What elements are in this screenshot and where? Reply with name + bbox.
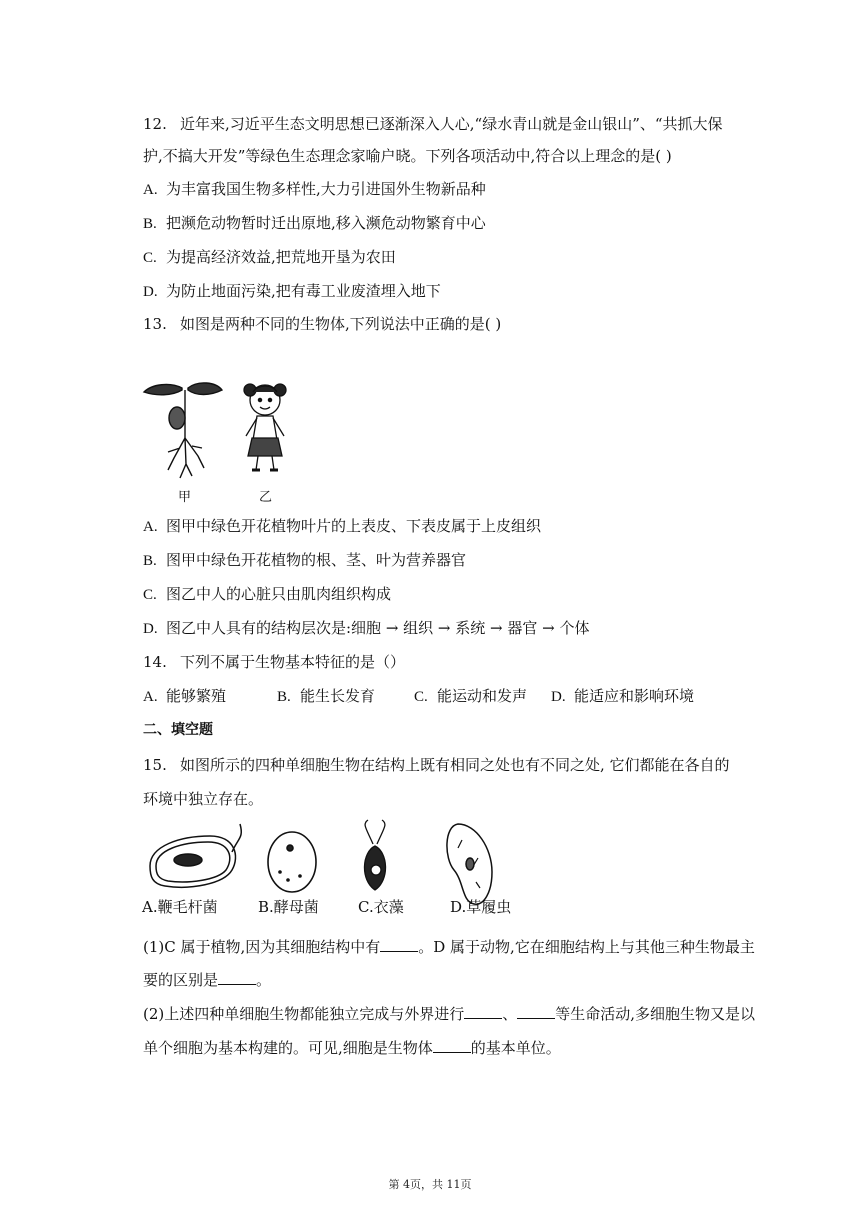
- q15-figure-label-d: D.草履虫: [450, 898, 512, 916]
- q12-option-d-text: 为防止地面污染,把有毒工业废渣埋入地下: [166, 282, 441, 300]
- q15-sub2-text-c: 等生命活动,多细胞生物又是以: [555, 1005, 756, 1023]
- q12-option-c: [143, 247, 396, 268]
- q15-figure-label-b: B.酵母菌: [258, 898, 319, 916]
- q15-sub1-text-d: 。: [256, 971, 272, 989]
- q15-sub2-text-a: (2)上述四种单细胞生物都能独立完成与外界进行: [143, 1005, 465, 1023]
- q15-figure: [140, 818, 530, 918]
- q15-stem-line1: [143, 755, 730, 775]
- q15-sub2-text-e: 的基本单位。: [470, 1039, 561, 1057]
- q12-option-b-letter: B.: [143, 216, 157, 232]
- q13-option-b: [143, 550, 466, 571]
- q13-option-c-letter: C.: [143, 587, 157, 603]
- q15-sub1-text-b: 。D 属于动物,它在细胞结构上与其他三种生物最主: [418, 938, 755, 956]
- q13-figure-label-jia: 甲: [178, 490, 192, 505]
- q15-figure-label-c: C.衣藻: [358, 898, 404, 916]
- q12-option-c-letter: C.: [143, 250, 157, 266]
- q15-sub1-text-c: 要的区别是: [143, 971, 219, 989]
- q15-sub2-text-d: 单个细胞为基本构建的。可见,细胞是生物体: [143, 1039, 433, 1057]
- q15-figure-label-a: A.鞭毛杆菌: [142, 898, 218, 916]
- plant-seedling-icon: [144, 383, 222, 478]
- q14-option-c: [414, 686, 527, 707]
- q13-option-c-text: 图乙中人的心脏只由肌肉组织构成: [166, 585, 392, 603]
- q13-option-c: [143, 584, 391, 605]
- q14-option-c-letter: C.: [414, 689, 428, 705]
- q13-option-a-text: 图甲中绿色开花植物叶片的上表皮、下表皮属于上皮组织: [166, 517, 542, 535]
- q12-stem-line1: [143, 114, 723, 134]
- q15-stem-line2: 环境中独立存在。: [143, 790, 264, 808]
- q14-option-b-letter: B.: [277, 689, 291, 705]
- page-footer: 第 4页，共 11页: [388, 1178, 472, 1191]
- q12-stem-text1: 近年来,习近平生态文明思想已逐渐深入人心,“绿水青山就是金山银山”、“共抓大保: [180, 115, 723, 133]
- q15-number: 15.: [143, 756, 167, 774]
- q13-figure-label-yi: 乙: [259, 490, 273, 505]
- q15-sub2-line1: [143, 1004, 755, 1024]
- q15-sub1-line2: [143, 970, 271, 990]
- q15-blank-3[interactable]: [464, 1004, 502, 1019]
- q12-option-d: [143, 281, 441, 302]
- q15-blank-4[interactable]: [517, 1004, 555, 1019]
- q14-number: 14.: [143, 653, 167, 671]
- q14-option-b: [277, 686, 375, 707]
- q14-option-d-text: 能适应和影响环境: [574, 687, 695, 705]
- q12-option-b: [143, 213, 486, 234]
- q13-option-a: [143, 516, 541, 537]
- q15-blank-5[interactable]: [433, 1038, 471, 1053]
- q13-figure-drawing: [140, 378, 320, 508]
- q15-blank-1[interactable]: [380, 937, 418, 952]
- yeast-icon: [268, 832, 316, 892]
- q14-option-a-letter: A.: [143, 689, 158, 705]
- q15-sub2-line2: [143, 1038, 561, 1058]
- q14-option-c-text: 能运动和发声: [437, 687, 528, 705]
- q14-option-d-letter: D.: [551, 689, 566, 705]
- q15-blank-2[interactable]: [218, 970, 256, 985]
- q13-figure: [140, 378, 320, 508]
- q13-option-b-letter: B.: [143, 553, 157, 569]
- girl-figure-icon: [244, 384, 286, 470]
- q13-option-d-letter: D.: [143, 621, 158, 637]
- q15-sub2-text-b: 、: [502, 1005, 518, 1023]
- q12-option-a: [143, 179, 486, 200]
- q13-number: 13.: [143, 315, 167, 333]
- q12-option-a-text: 为丰富我国生物多样性,大力引进国外生物新品种: [166, 180, 486, 198]
- q12-option-a-letter: A.: [143, 182, 158, 198]
- q14-option-b-text: 能生长发育: [300, 687, 376, 705]
- q14-option-d: [551, 686, 694, 707]
- q12-number: 12.: [143, 115, 167, 133]
- q12-option-c-text: 为提高经济效益,把荒地开垦为农田: [166, 248, 396, 266]
- q14-option-a: [143, 686, 226, 707]
- q14-stem: [143, 652, 405, 672]
- section-title-fill-in: 二、填空题: [143, 722, 213, 738]
- paramecium-icon: [447, 824, 492, 904]
- q13-option-d: [143, 618, 589, 639]
- chlamydomonas-icon: [364, 820, 385, 890]
- q14-stem-text: 下列不属于生物基本特征的是（）: [180, 653, 406, 671]
- q13-stem-text: 如图是两种不同的生物体,下列说法中正确的是( ): [180, 315, 502, 333]
- q15-sub1-line1: [143, 937, 755, 957]
- q13-option-d-text: 图乙中人具有的结构层次是:细胞 → 组织 → 系统 → 器官 → 个体: [166, 619, 590, 637]
- q12-option-b-text: 把濒危动物暂时迁出原地,移入濒危动物繁育中心: [166, 214, 486, 232]
- q14-option-a-text: 能够繁殖: [166, 687, 227, 705]
- bacterium-icon: [150, 824, 241, 887]
- q13-stem: [143, 314, 501, 334]
- q15-sub1-text-a: (1)C 属于植物,因为其细胞结构中有: [143, 938, 381, 956]
- q13-option-b-text: 图甲中绿色开花植物的根、茎、叶为营养器官: [166, 551, 467, 569]
- q13-option-a-letter: A.: [143, 519, 158, 535]
- q15-stem-text1: 如图所示的四种单细胞生物在结构上既有相同之处也有不同之处, 它们都能在各自的: [180, 756, 730, 774]
- q12-option-d-letter: D.: [143, 284, 158, 300]
- q12-stem-line2: 护,不搞大开发”等绿色生态理念家喻户晓。下列各项活动中,符合以上理念的是( ): [143, 147, 672, 165]
